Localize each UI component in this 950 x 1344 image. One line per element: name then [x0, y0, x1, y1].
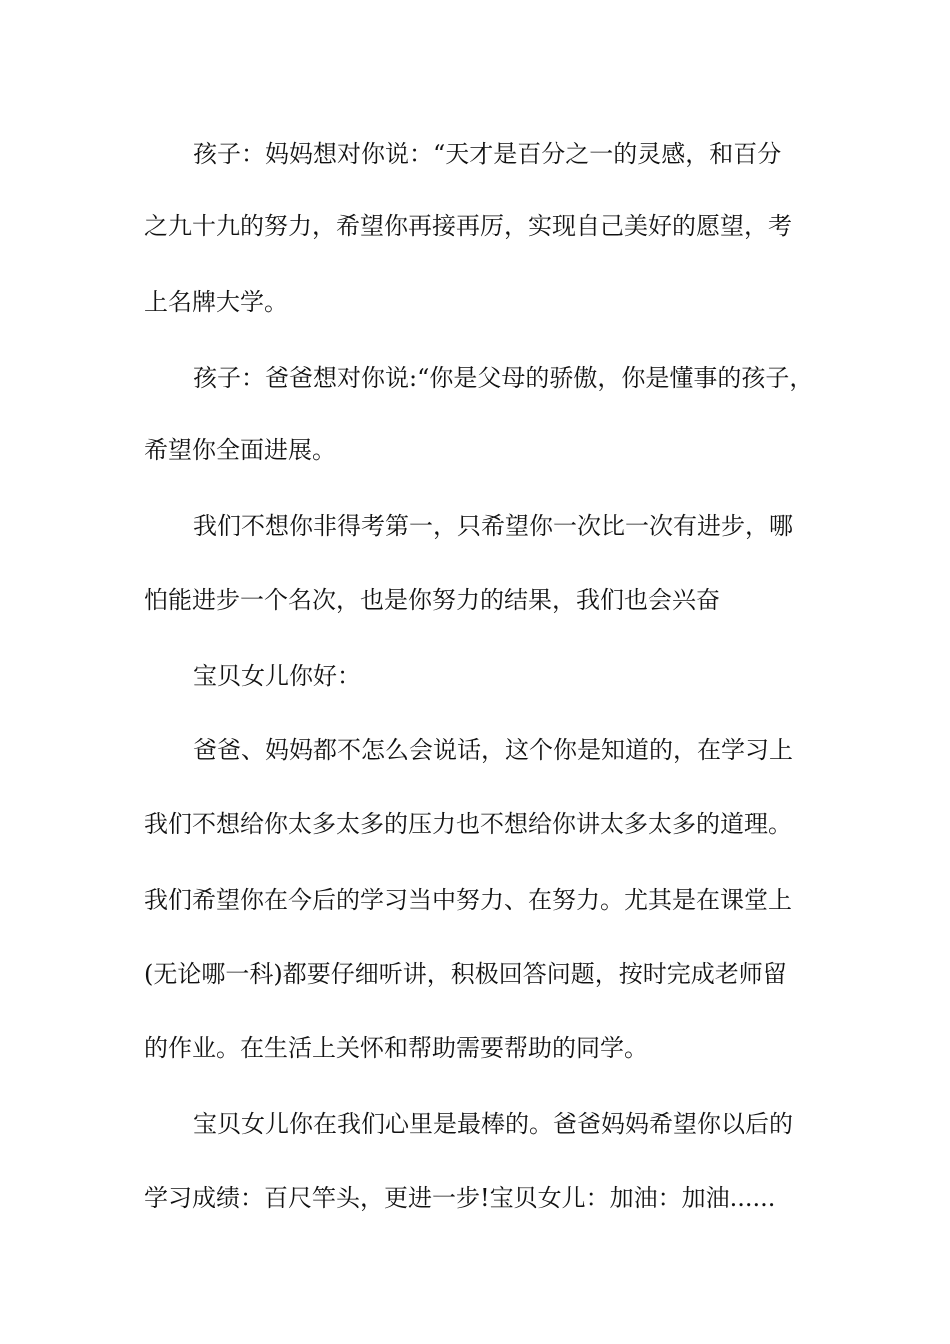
paragraph-line: 之九十九的努力，希望你再接再厉，实现自己美好的愿望，考 [144, 212, 792, 240]
salutation-line: 宝贝女儿你好： [193, 662, 361, 690]
paragraph-line: (无论哪一科)都要仔细听讲，积极回答问题，按时完成老师留 [144, 960, 787, 988]
paragraph-line: 爸爸、妈妈都不怎么会说话，这个你是知道的，在学习上 [193, 736, 793, 764]
paragraph-line: 宝贝女儿你在我们心里是最棒的。爸爸妈妈希望你以后的 [193, 1110, 793, 1138]
paragraph-line: 希望你全面进展。 [144, 436, 336, 464]
paragraph-line: 怕能进步一个名次，也是你努力的结果，我们也会兴奋 [144, 586, 720, 614]
paragraph-line: 孩子：爸爸想对你说:“你是父母的骄傲，你是懂事的孩子， [193, 364, 814, 392]
paragraph-line: 学习成绩：百尺竿头，更进一步!宝贝女儿：加油：加油...... [144, 1184, 776, 1212]
paragraph-line: 我们希望你在今后的学习当中努力、在努力。尤其是在课堂上 [144, 886, 792, 914]
paragraph-line: 我们不想给你太多太多的压力也不想给你讲太多太多的道理。 [144, 810, 792, 838]
paragraph-line: 的作业。在生活上关怀和帮助需要帮助的同学。 [144, 1034, 648, 1062]
paragraph-line: 上名牌大学。 [144, 288, 288, 316]
paragraph-line: 我们不想你非得考第一，只希望你一次比一次有进步，哪 [193, 512, 793, 540]
paragraph-line: 孩子：妈妈想对你说：“天才是百分之一的灵感，和百分 [193, 140, 782, 168]
